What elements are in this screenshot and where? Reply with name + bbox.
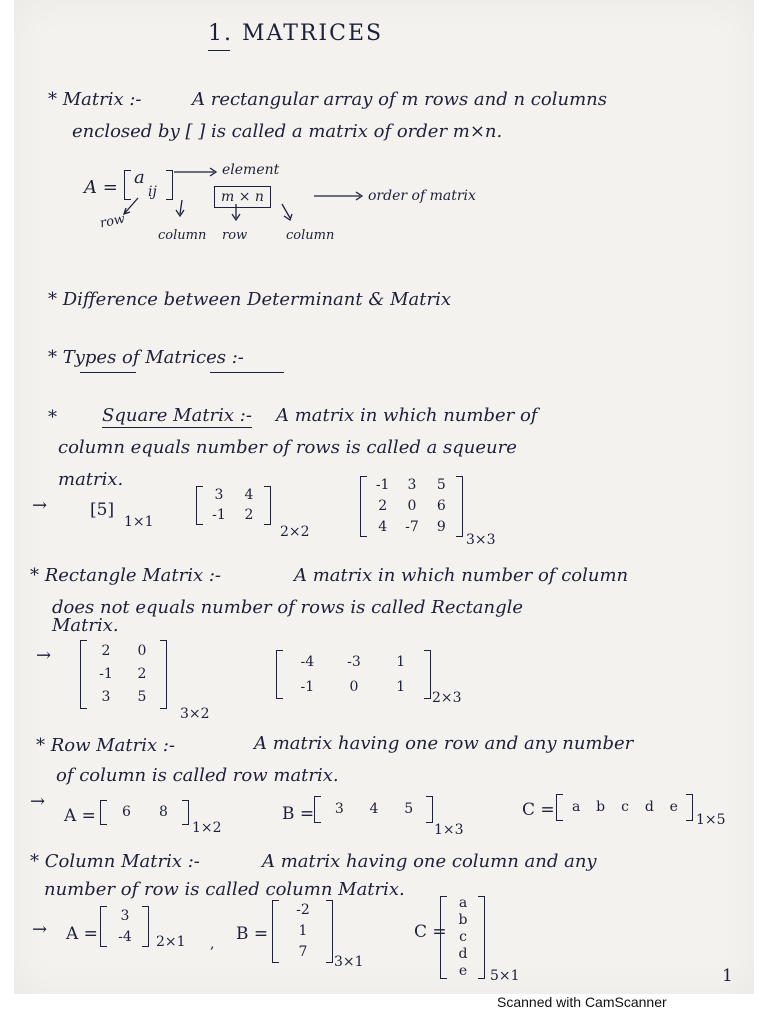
matrix-cell: e — [669, 799, 678, 815]
matrix-cell: 1 — [396, 653, 406, 670]
types-underline2 — [210, 372, 284, 373]
matrix-cell: -1 — [300, 678, 315, 695]
rectangle-line1: A matrix in which number of column — [294, 565, 629, 586]
square-ex2-matrix — [196, 486, 272, 526]
row-b-order: 1×3 — [434, 822, 464, 838]
label-column2: column — [286, 228, 335, 243]
bracket-right — [326, 900, 333, 963]
rectangle-line3: Matrix. — [52, 615, 119, 636]
page-number: 1 — [722, 966, 733, 986]
matrix-def-line1: A rectangular array of m rows and n columns — [192, 89, 607, 110]
matrix-cell: a — [458, 895, 468, 912]
matrix-cell: 5 — [137, 689, 147, 706]
label-order: order of matrix — [368, 188, 476, 204]
row-c-lhs: C = — [522, 800, 555, 820]
bracket-left — [100, 800, 107, 825]
label-column: column — [158, 228, 207, 243]
square-ex1-order: 1×1 — [124, 514, 154, 530]
square-ex3-matrix — [360, 476, 464, 538]
rectangle-ex1-order: 3×2 — [180, 706, 210, 722]
row-line2: of column is called row matrix. — [56, 765, 339, 786]
matrix-cell: 2 — [378, 498, 388, 514]
square-ex3-order: 3×3 — [466, 532, 496, 548]
bracket-right — [478, 896, 485, 979]
matrix-cell: 5 — [404, 801, 414, 817]
matrix-cell: d — [458, 945, 468, 962]
bracket-right — [142, 906, 149, 947]
rectangle-ex2-order: 2×3 — [432, 690, 462, 706]
matrix-def-line2: enclosed by [ ] is called a matrix of order m×n. — [72, 121, 503, 142]
types-heading: * Types of Matrices :- — [48, 347, 244, 368]
row-a-matrix — [100, 800, 190, 826]
matrix-cell: 0 — [349, 678, 359, 695]
matrix-cell: 3 — [101, 689, 111, 706]
column-line1: A matrix having one column and any — [262, 851, 597, 872]
square-line2: column equals number of rows is called a squeure — [58, 437, 517, 458]
matrix-cell: a — [572, 799, 581, 815]
bracket-left — [314, 796, 321, 823]
matrix-cell: e — [458, 962, 468, 979]
row-a-lhs: A = — [64, 806, 96, 826]
square-ex2-order: 2×2 — [280, 524, 310, 540]
difference-heading: * Difference between Determinant & Matrix — [48, 289, 451, 310]
bracket-left — [556, 794, 563, 821]
scanner-watermark: Scanned with CamScanner — [497, 994, 667, 1010]
page-title: 1. MATRICES — [208, 21, 384, 46]
row-arrow: → — [30, 791, 46, 812]
matrix-cell: 1 — [298, 923, 308, 939]
matrix-cell: 2 — [244, 507, 254, 523]
rectangle-heading: * Rectangle Matrix :- — [30, 565, 221, 586]
matrix-cell: c — [621, 799, 629, 815]
matrix-cell: 6 — [122, 804, 131, 820]
matrix-cell: 2 — [137, 666, 147, 682]
column-a-comma: , — [210, 936, 215, 952]
column-b-order: 3×1 — [334, 954, 364, 970]
rectangle-line2: does not equals number of rows is called Rectangle — [52, 597, 524, 618]
bracket-right — [686, 794, 693, 821]
formula-sub: ij — [148, 184, 157, 200]
formula-lhs: A = — [84, 177, 118, 198]
matrix-cell: -2 — [296, 901, 310, 918]
matrix-cell: 8 — [159, 804, 168, 820]
matrix-cell: c — [459, 929, 467, 945]
matrix-cell: 0 — [407, 498, 417, 514]
column-arrow: → — [32, 919, 48, 940]
row-heading: * Row Matrix :- — [36, 735, 176, 756]
column-c-lhs: C = — [414, 922, 447, 942]
matrix-cell: 2 — [101, 642, 111, 659]
column-c-matrix — [440, 896, 486, 980]
matrix-cell: 9 — [436, 518, 446, 535]
bracket-left — [276, 650, 283, 699]
row-c-matrix — [556, 794, 694, 822]
row-b-lhs: B = — [282, 804, 315, 824]
square-arrow: → — [32, 495, 48, 516]
bracket-right — [160, 640, 167, 709]
bracket-left — [196, 486, 203, 525]
matrix-cell: 4 — [378, 518, 388, 535]
formula-aij: a — [134, 167, 145, 188]
formula-order: m × n — [214, 186, 271, 208]
row-a-order: 1×2 — [192, 820, 222, 836]
bracket-right — [264, 486, 271, 525]
rectangle-ex1-matrix — [80, 640, 168, 710]
square-line1: A matrix in which number of — [276, 405, 538, 426]
matrix-cell: -4 — [300, 653, 315, 670]
column-c-order: 5×1 — [490, 968, 520, 984]
bracket-left — [272, 900, 279, 963]
bracket-left — [80, 640, 87, 709]
matrix-cell: -3 — [347, 653, 361, 670]
matrix-cell: 1 — [396, 678, 406, 695]
square-ex1: [5] — [90, 500, 115, 520]
matrix-cell: 5 — [436, 477, 446, 494]
matrix-cell: 6 — [436, 498, 446, 514]
column-b-matrix — [272, 900, 334, 964]
matrix-cell: 0 — [137, 642, 147, 659]
column-a-order: 2×1 — [156, 934, 186, 950]
column-line2: number of row is called column Matrix. — [44, 879, 405, 900]
matrix-cell: 7 — [298, 944, 308, 961]
matrix-cell: 3 — [214, 487, 224, 503]
row-line1: A matrix having one row and any number — [254, 733, 634, 754]
matrix-cell: b — [596, 799, 606, 815]
matrix-cell: b — [458, 912, 468, 929]
square-heading: Square Matrix :- — [102, 405, 252, 426]
matrix-def-heading: * Matrix :- — [48, 89, 142, 110]
rectangle-ex2-matrix — [276, 650, 432, 700]
square-line3: matrix. — [58, 469, 124, 490]
matrix-cell: 4 — [369, 801, 379, 817]
matrix-cell: d — [644, 799, 654, 815]
row-b-matrix — [314, 796, 434, 824]
formula-arrows — [14, 0, 754, 260]
label-row2: row — [222, 228, 248, 243]
matrix-cell: -1 — [212, 507, 226, 523]
column-a-lhs: A = — [66, 924, 98, 944]
matrix-cell: 4 — [244, 487, 254, 503]
matrix-cell: -1 — [375, 477, 390, 494]
bracket-left — [360, 476, 367, 537]
types-underline — [80, 372, 136, 373]
column-heading: * Column Matrix :- — [30, 851, 200, 872]
bracket-left — [100, 906, 107, 947]
column-b-lhs: B = — [236, 924, 269, 944]
label-row: row — [98, 211, 127, 232]
bracket-right — [424, 650, 431, 699]
matrix-cell: 3 — [334, 801, 344, 817]
matrix-cell: -4 — [118, 928, 132, 945]
row-c-order: 1×5 — [696, 812, 726, 828]
matrix-cell: -1 — [99, 666, 113, 682]
notebook-page — [14, 0, 754, 994]
matrix-cell: 3 — [407, 477, 417, 494]
matrix-cell: 3 — [120, 907, 130, 924]
bracket-left — [440, 896, 447, 979]
bracket-right — [182, 800, 189, 825]
rectangle-arrow: → — [36, 645, 52, 666]
column-a-matrix — [100, 906, 150, 948]
bracket-right — [426, 796, 433, 823]
bracket-right — [456, 476, 463, 537]
label-element: element — [222, 162, 280, 178]
square-star: * — [48, 407, 57, 428]
matrix-cell: -7 — [405, 518, 419, 535]
